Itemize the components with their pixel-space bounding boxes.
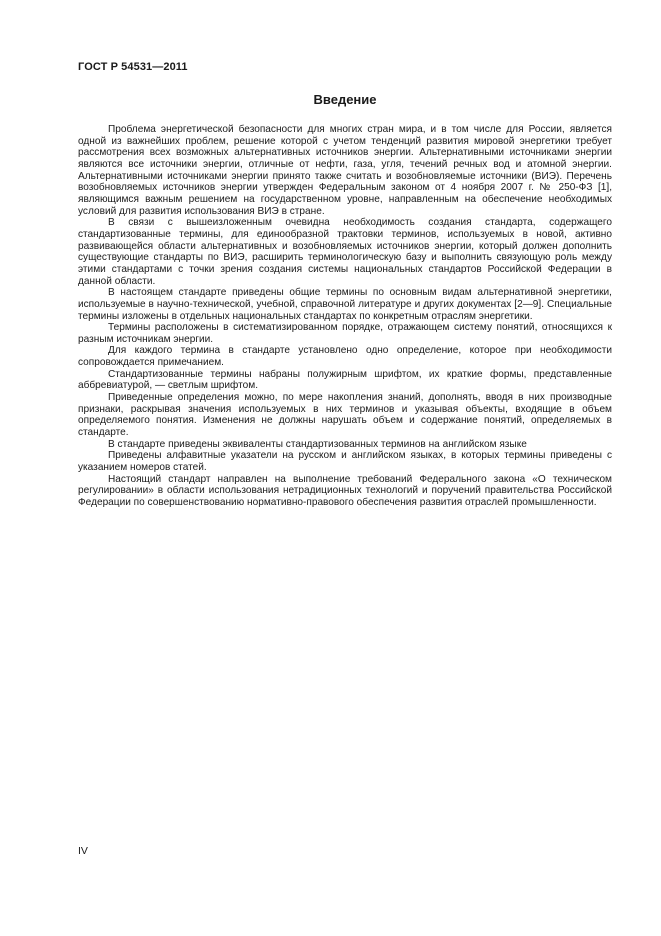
paragraph: Приведенные определения можно, по мере накопления знаний, дополнять, вводя в них производные признаки, раскрывая значения используемых в них терминов и указывая объекты, входящие в объем определяемого понятия. Изменения не должны нарушать объем и содержание понятий, определяемых в стандарте. xyxy=(78,392,612,439)
section-body xyxy=(78,124,612,509)
paragraph: В связи с вышеизложенным очевидна необходимость создания стандарта, содержащего стандартизованные термины, для единообразной трактовки терминов, используемых в новой, активно развивающейся области альтернативных и возобновляемых источников энергии, который должен дополнить существующие стандарты по ВИЭ, расширить терминологическую базу и выполнить связующую роль между этими стандартами с точки зрения создания системы национальных стандартов Российской Федерации в данной области. xyxy=(78,217,612,287)
page-number: IV xyxy=(78,845,88,857)
paragraph: Стандартизованные термины набраны полужирным шрифтом, их краткие формы, представленные аббревиатурой, — светлым шрифтом. xyxy=(78,368,612,392)
paragraph: Для каждого термина в стандарте установлено одно определение, которое при необходимости сопровождается примечанием. xyxy=(78,345,612,369)
paragraph: В настоящем стандарте приведены общие термины по основным видам альтернативной энергетики, используемые в научно-технической, учебной, справочной литературе и других документах [2—9]. Специальные термины изложены в отдельных национальных стандартах по конкретным отраслям энергетики. xyxy=(78,287,612,322)
paragraph: В стандарте приведены эквиваленты стандартизованных терминов на английском языке xyxy=(108,438,527,450)
section-title: Введение xyxy=(313,92,377,107)
paragraph: Приведены алфавитные указатели на русском и английском языках, в которых термины приведены с указанием номеров статей. xyxy=(78,450,612,474)
document-code: ГОСТ Р 54531—2011 xyxy=(78,61,188,73)
paragraph: Проблема энергетической безопасности для многих стран мира, и в том числе для России, является одной из важнейших проблем, решение которой с учетом тенденций развития мировой энергетики требует рассмотрения всех возможных альтернативных источников энергии. Альтернативными источниками энергии являются все источники энергии, отличные от нефти, газа, угля, течений речных вод и атомной энергии. Альтернативными источниками энергии принято также считать и возобновляемые источники (ВИЭ). Перечень возобновляемых источников энергии утвержден Федеральным законом от 4 ноября 2007 г. № 250-ФЗ [1], являющимся важным решением на государственном уровне, направленным на обеспечение необходимых условий для развития использования ВИЭ в стране. xyxy=(78,124,612,217)
paragraph: Термины расположены в систематизированном порядке, отражающем систему понятий, относящихся к разным источникам энергии. xyxy=(78,322,612,345)
paragraph: Настоящий стандарт направлен на выполнение требований Федерального закона «О техническом регулировании» в области использования нетрадиционных технологий и поручений правительства Российской Федерации по совершенствованию нормативно-правового обеспечения развития отраслей промышленности. xyxy=(78,473,612,508)
